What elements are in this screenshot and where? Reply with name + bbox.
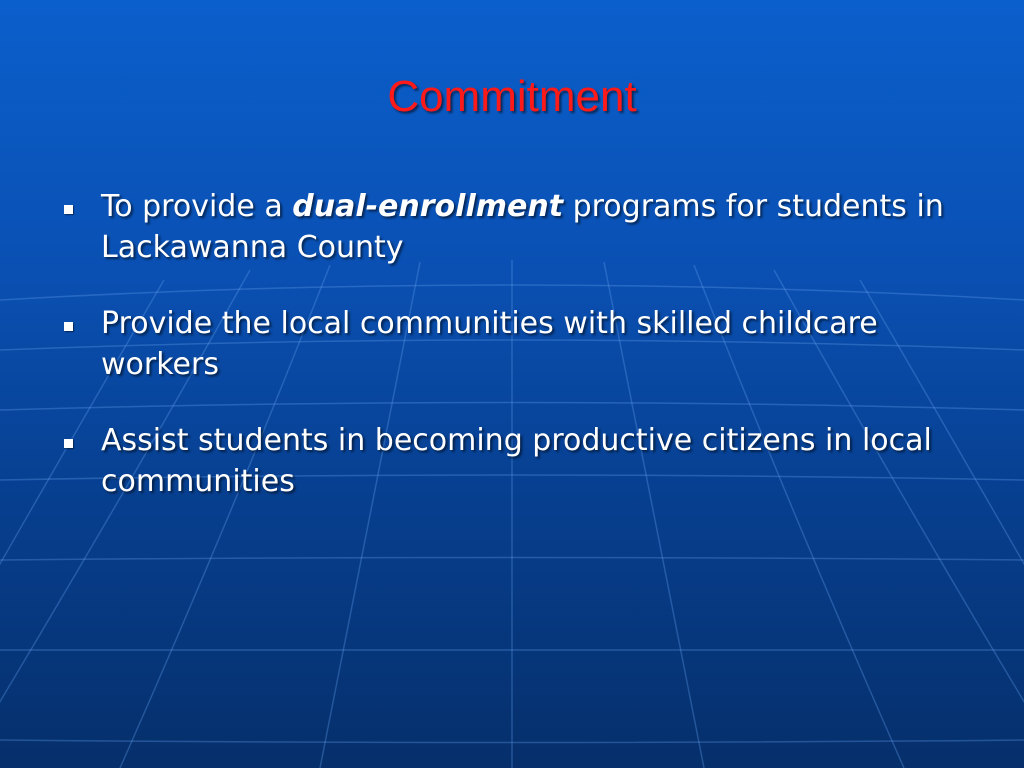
bullet-item xyxy=(62,420,962,502)
bullet-item xyxy=(62,186,962,268)
square-bullet-icon xyxy=(64,322,73,331)
bullet-emphasis: dual-enrollment xyxy=(292,189,564,224)
bullet-text: Assist students in becoming productive citizens in local communities xyxy=(101,423,932,499)
square-bullet-icon xyxy=(64,205,73,214)
bullet-item xyxy=(62,303,962,385)
bullet-list xyxy=(62,186,962,537)
square-bullet-icon xyxy=(64,439,73,448)
bullet-text: Provide the local communities with skilled childcare workers xyxy=(101,306,878,382)
slide-title: Commitment xyxy=(387,72,637,121)
bullet-text-start: To provide a xyxy=(101,189,293,224)
bullet-text-end: programs for students in Lackawanna County xyxy=(101,189,944,265)
